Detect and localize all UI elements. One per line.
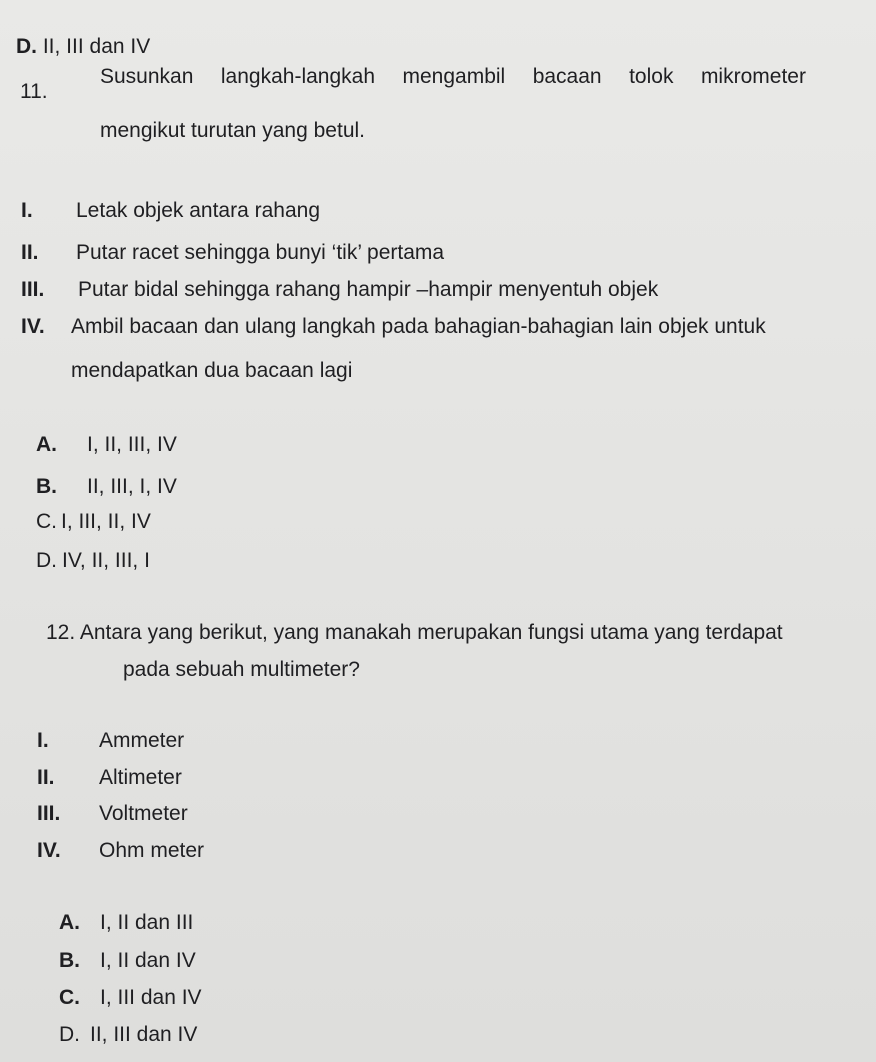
item-text: Altimeter [99, 766, 182, 789]
question-number: 11. [20, 80, 48, 103]
word: mikrometer [700, 65, 806, 88]
question-11-line-2: mengikut turutan yang betul. [100, 119, 366, 142]
step-mark: I. [21, 199, 33, 222]
item-mark: III. [37, 802, 61, 825]
prev-question-option-d [16, 34, 150, 60]
step-mark: III. [21, 278, 45, 301]
word: langkah-langkah [220, 65, 376, 88]
item-mark: IV. [37, 839, 61, 862]
question-12-line-1: 12. Antara yang berikut, yang manakah merupakan fungsi utama yang terdapat [46, 621, 783, 644]
question-12-line-2: pada sebuah multimeter? [123, 658, 360, 681]
option-text: I, II, III, IV [87, 433, 177, 456]
option-mark: C. [36, 510, 57, 533]
word: Susunkan [100, 65, 194, 88]
step-4-continuation: mendapatkan dua bacaan lagi [71, 359, 353, 382]
option-text: IV, II, III, I [62, 549, 150, 572]
word: mengambil [402, 65, 506, 88]
step-text: Letak objek antara rahang [76, 199, 321, 222]
option-mark: C. [59, 986, 80, 1009]
step-mark: IV. [21, 315, 45, 338]
item-text: Voltmeter [99, 802, 188, 825]
option-text: I, II dan IV [100, 949, 196, 972]
option-mark: D. [16, 35, 37, 58]
word: bacaan [532, 65, 602, 88]
option-mark: A. [36, 433, 57, 456]
item-text: Ammeter [99, 729, 185, 752]
option-mark: D. [59, 1023, 80, 1046]
option-text: II, III dan IV [42, 35, 151, 58]
item-mark: I. [37, 729, 49, 752]
option-text: I, III, II, IV [61, 510, 151, 533]
step-text: Putar racet sehingga bunyi ‘tik’ pertama [76, 241, 445, 264]
item-mark: II. [37, 766, 55, 789]
step-text: Putar bidal sehingga rahang hampir –hampir menyentuh objek [78, 278, 659, 301]
word: tolok [629, 65, 674, 88]
option-mark: A. [59, 911, 80, 934]
option-mark: D. [36, 549, 57, 572]
option-mark: B. [59, 949, 80, 972]
step-mark: II. [21, 241, 39, 264]
item-text: Ohm meter [99, 839, 205, 862]
option-text: I, III dan IV [100, 986, 202, 1009]
option-text: II, III dan IV [90, 1023, 198, 1046]
option-text: II, III, I, IV [87, 475, 177, 498]
step-text: Ambil bacaan dan ulang langkah pada bahagian-bahagian lain objek untuk [71, 315, 766, 338]
question-11-line-1 [100, 64, 806, 90]
option-text: I, II dan III [100, 911, 194, 934]
option-mark: B. [36, 475, 57, 498]
